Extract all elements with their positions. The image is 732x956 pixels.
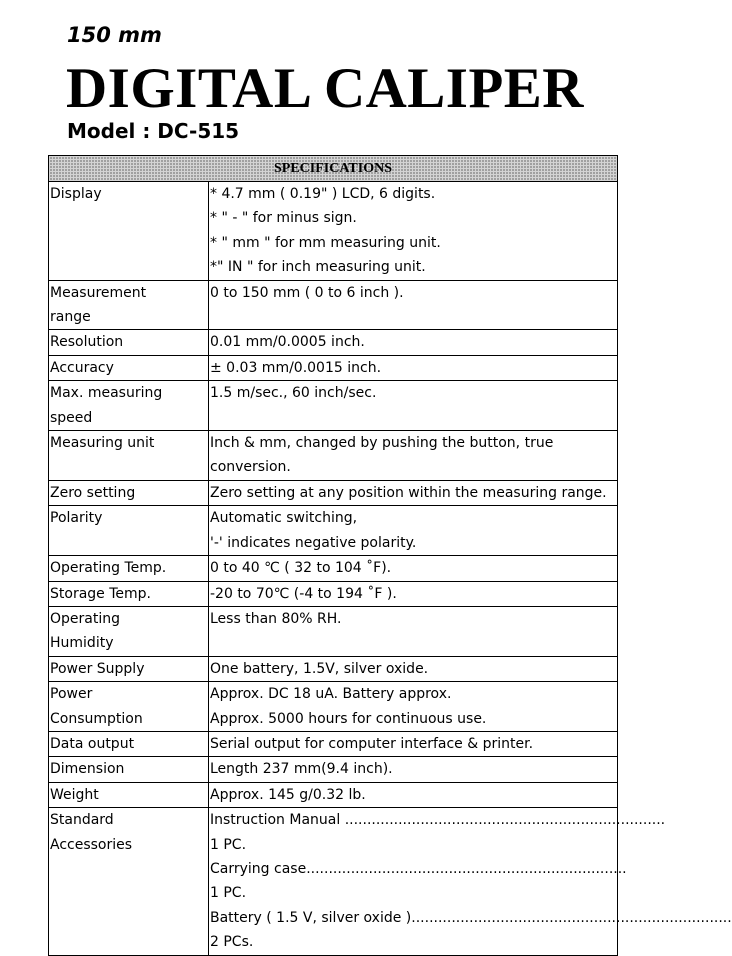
spec-value: 0 to 40 ℃ ( 32 to 104 ˚F). [210,560,392,577]
page-title: DIGITAL CALIPER [66,57,584,120]
spec-value-cell [209,182,618,281]
spec-label: Accessories [50,836,133,853]
spec-value: Approx. DC 18 uA. Battery approx. [210,686,452,703]
spec-value: Zero setting at any position within the measuring range. [210,484,607,501]
spec-label: Resolution [50,334,124,351]
spec-value: Length 237 mm(9.4 inch). [210,761,393,778]
spec-label-cell [49,606,209,656]
accessory-name: Instruction Manual ........................................................................ [210,812,666,829]
spec-value-cell [209,782,618,807]
spec-label: Humidity [50,635,114,652]
spec-label-cell [49,782,209,807]
spec-label-cell [49,355,209,380]
spec-value: One battery, 1.5V, silver oxide. [210,660,429,677]
spec-value-cell [209,431,618,481]
specifications-heading: SPECIFICATIONS [49,156,618,182]
spec-label-cell [49,682,209,732]
table-row [49,606,618,656]
spec-value: 0.01 mm/0.0005 inch. [210,334,365,351]
spec-value-cell [209,280,618,330]
table-row [49,682,618,732]
spec-value: Less than 80% RH. [210,610,342,627]
spec-label: Display [50,186,102,202]
spec-value: Inch & mm, changed by pushing the button, true [210,435,554,452]
accessory-name-text: Battery ( 1.5 V, silver oxide ) [210,909,412,926]
accessory-item [210,808,666,857]
spec-label-cell [49,556,209,581]
spec-value-cell [209,731,618,756]
spec-value-cell [209,556,618,581]
spec-label: Operating Temp. [50,560,167,577]
spec-value-cell [209,480,618,505]
table-row [49,731,618,756]
spec-label-cell [49,808,209,955]
spec-label: Operating [50,610,120,627]
spec-label-cell [49,330,209,355]
spec-label: range [50,309,91,326]
size-subtitle: 150 mm [67,23,162,47]
spec-label-cell [49,757,209,782]
spec-label: Power Supply [50,660,145,677]
spec-value: 0 to 150 mm ( 0 to 6 inch ). [210,284,404,301]
spec-label-cell [49,480,209,505]
table-row [49,808,618,955]
spec-value-cell [209,581,618,606]
specifications-body [49,182,732,956]
spec-label: Measurement [50,284,147,301]
spec-label: Power [50,686,93,703]
spec-value-cell [209,656,618,681]
table-header-row [49,156,618,182]
accessory-qty: 1 PC. [210,836,247,853]
spec-value: Automatic switching, [210,510,358,527]
table-row [49,355,618,380]
spec-label: Measuring unit [50,435,155,452]
spec-value: ± 0.03 mm/0.0015 inch. [210,359,382,376]
spec-value: 1.5 m/sec., 60 inch/sec. [210,385,377,402]
spec-label: Weight [50,786,99,803]
accessory-item [210,857,627,906]
spec-label-cell [49,431,209,481]
table-row [49,581,618,606]
spec-label-cell [49,381,209,431]
spec-value: * 4.7 mm ( 0.19" ) LCD, 6 digits. [210,186,436,202]
spec-label: Data output [50,735,135,752]
table-row [49,381,618,431]
spec-label-cell [49,581,209,606]
spec-label-cell [49,656,209,681]
table-row [49,480,618,505]
accessory-qty: 1 PC. [210,885,247,902]
accessory-name: Battery ( 1.5 V, silver oxide )........................................................................ [210,909,732,926]
model-label: Model : DC-515 [67,119,240,143]
spec-label-cell [49,506,209,556]
spec-value: *" IN " for inch measuring unit. [210,259,426,276]
table-row [49,431,618,481]
spec-value: * " mm " for mm measuring unit. [210,234,441,251]
spec-label: Storage Temp. [50,585,151,602]
spec-label: Polarity [50,510,103,527]
spec-label: Consumption [50,710,143,727]
spec-label: Accuracy [50,359,114,376]
spec-label: Max. measuring [50,385,163,402]
accessory-item [210,906,732,955]
spec-value-cell [209,506,618,556]
spec-label-cell [49,731,209,756]
table-row [49,182,618,281]
accessory-name-text: Carrying case [210,860,307,877]
accessory-qty: 2 PCs. [210,934,254,951]
table-row [49,656,618,681]
spec-value-cell [209,355,618,380]
table-row [49,782,618,807]
spec-value: Serial output for computer interface & printer. [210,735,534,752]
accessories-list [209,808,732,955]
spec-value: -20 to 70℃ (-4 to 194 ˚F ). [210,585,397,602]
spec-value: * " - " for minus sign. [210,210,357,227]
table-row [49,330,618,355]
spec-label: Standard [50,812,114,829]
table-row [49,757,618,782]
table-row [49,280,618,330]
spec-label: Zero setting [50,484,136,501]
table-row [49,556,618,581]
specifications-table [48,155,732,956]
spec-value: Approx. 145 g/0.32 lb. [210,786,366,803]
spec-value: Approx. 5000 hours for continuous use. [210,710,487,727]
spec-value-cell [209,606,618,656]
spec-value-cell [209,330,618,355]
table-row [49,506,618,556]
spec-value-cell [209,757,618,782]
spec-value: '-' indicates negative polarity. [210,534,417,551]
spec-label-cell [49,182,209,281]
spec-value-cell [209,682,618,732]
spec-value-cell [209,381,618,431]
spec-label: speed [50,409,93,426]
spec-label: Dimension [50,761,125,778]
accessory-name: Carrying case........................................................................ [210,860,627,877]
spec-value: conversion. [210,459,291,476]
accessory-name-text: Instruction Manual [210,812,345,829]
spec-label-cell [49,280,209,330]
